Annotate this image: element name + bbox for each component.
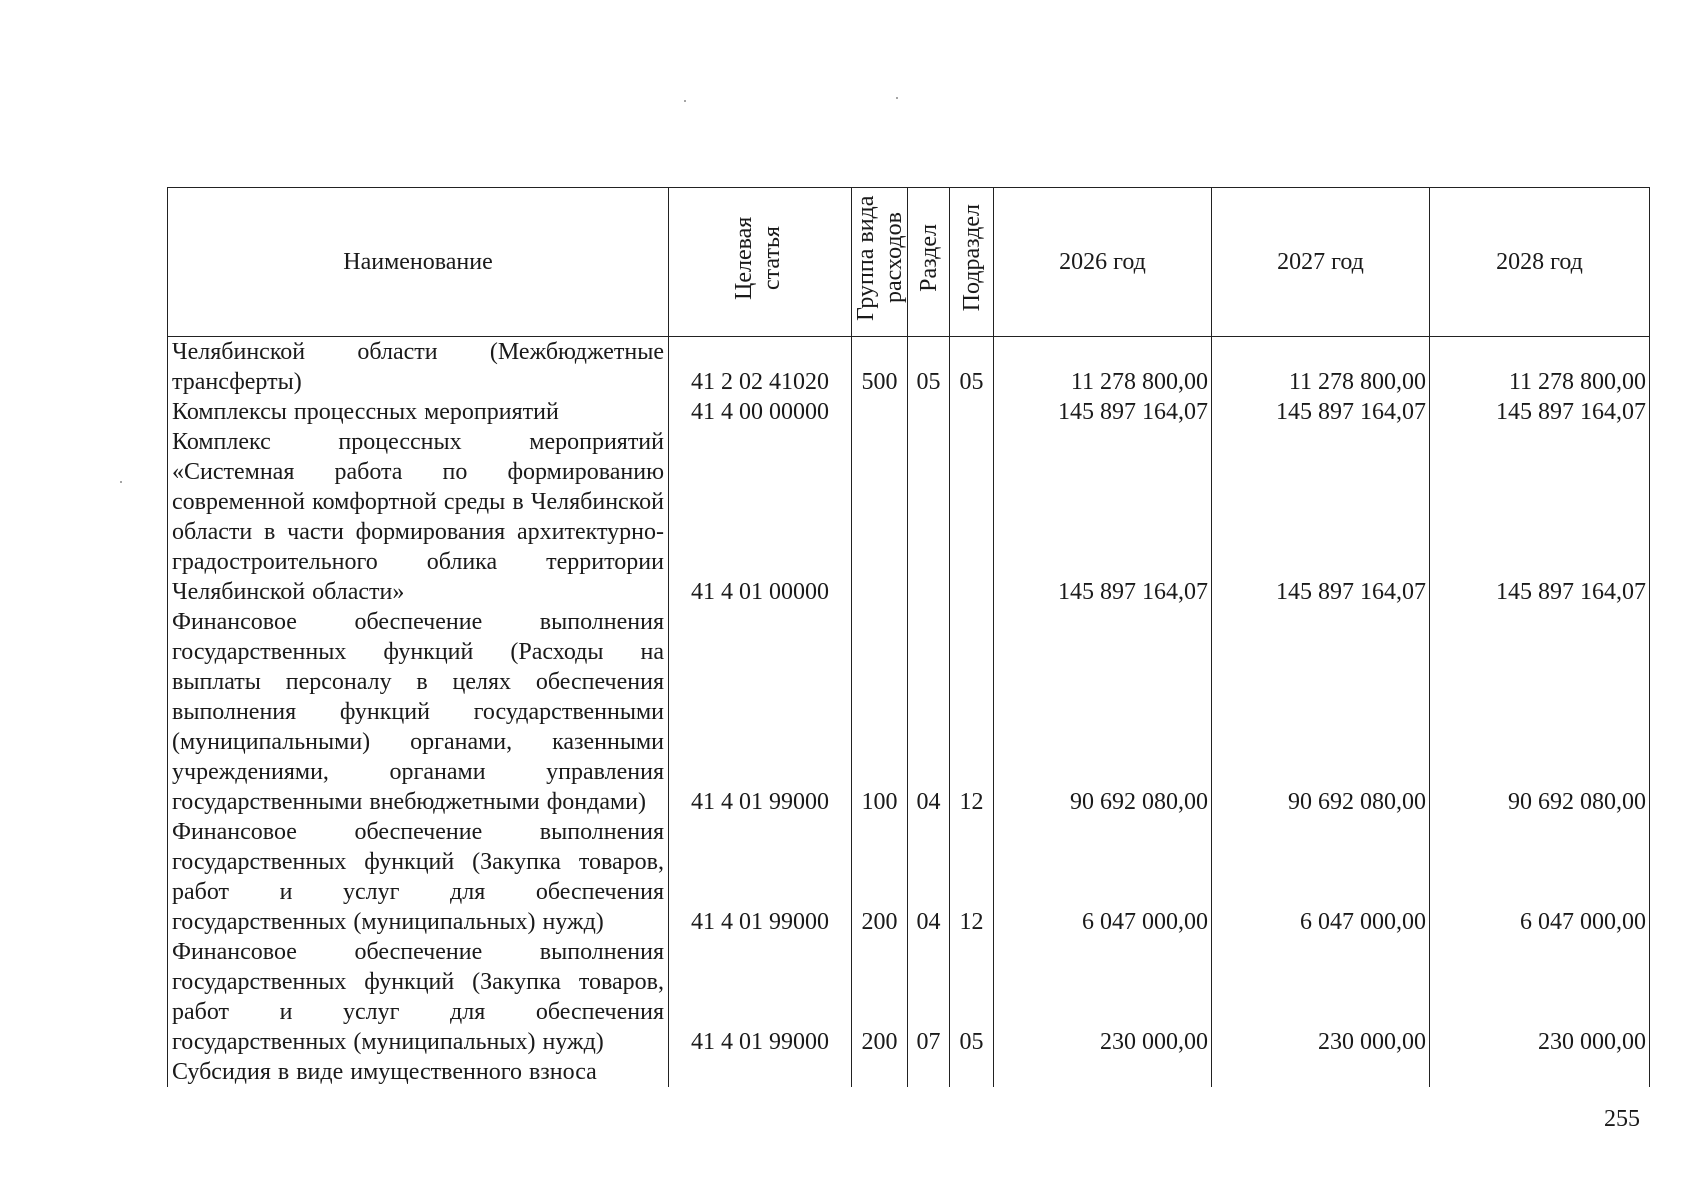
row-target-article	[669, 1057, 852, 1087]
scan-speck	[896, 97, 898, 99]
table-row	[168, 1057, 1650, 1087]
row-amount-2027: 145 897 164,07	[1212, 427, 1430, 607]
table-row	[168, 937, 1650, 1057]
row-name: Комплексы процессных мероприятий	[168, 397, 669, 427]
row-target-article: 41 4 01 99000	[669, 817, 852, 937]
row-target-article: 41 4 01 99000	[669, 607, 852, 817]
table-row	[168, 427, 1650, 607]
row-expense-group: 500	[852, 337, 908, 398]
row-subsection: 12	[950, 817, 994, 937]
row-amount-2028	[1430, 1057, 1650, 1087]
table-row	[168, 337, 1650, 398]
row-amount-2028: 6 047 000,00	[1430, 817, 1650, 937]
row-amount-2027	[1212, 1057, 1430, 1087]
header-subsection: Подраздел	[950, 188, 994, 337]
row-expense-group	[852, 1057, 908, 1087]
header-expense-group: Группа вида расходов	[852, 188, 908, 337]
row-name: Челябинской области (Межбюджетные трансферты)	[168, 337, 669, 398]
row-amount-2027: 6 047 000,00	[1212, 817, 1430, 937]
scan-speck	[120, 481, 122, 483]
table-header-row	[168, 188, 1650, 337]
row-amount-2026: 6 047 000,00	[994, 817, 1212, 937]
row-amount-2028: 145 897 164,07	[1430, 427, 1650, 607]
row-subsection	[950, 1057, 994, 1087]
row-expense-group: 100	[852, 607, 908, 817]
row-amount-2027: 90 692 080,00	[1212, 607, 1430, 817]
row-section: 04	[908, 817, 950, 937]
header-target-article: Целевая статья	[669, 188, 852, 337]
row-subsection: 12	[950, 607, 994, 817]
row-subsection	[950, 397, 994, 427]
row-amount-2026: 90 692 080,00	[994, 607, 1212, 817]
row-section	[908, 397, 950, 427]
row-section: 05	[908, 337, 950, 398]
row-target-article: 41 4 01 00000	[669, 427, 852, 607]
row-expense-group	[852, 397, 908, 427]
header-name: Наименование	[168, 188, 669, 337]
row-amount-2027: 145 897 164,07	[1212, 397, 1430, 427]
row-amount-2028: 230 000,00	[1430, 937, 1650, 1057]
row-target-article: 41 4 01 99000	[669, 937, 852, 1057]
row-section	[908, 427, 950, 607]
row-subsection	[950, 427, 994, 607]
row-section	[908, 1057, 950, 1087]
row-name: Финансовое обеспечение выполнения государственных функций (Закупка товаров, работ и услуг для обеспечения государственных (муниципальных) нужд)	[168, 817, 669, 937]
row-target-article: 41 4 00 00000	[669, 397, 852, 427]
table-row	[168, 607, 1650, 817]
row-section: 04	[908, 607, 950, 817]
row-amount-2028: 11 278 800,00	[1430, 337, 1650, 398]
row-amount-2026: 230 000,00	[994, 937, 1212, 1057]
budget-table	[167, 187, 1650, 1087]
row-section: 07	[908, 937, 950, 1057]
row-expense-group	[852, 427, 908, 607]
row-name: Финансовое обеспечение выполнения государственных функций (Расходы на выплаты персоналу в целях обеспечения выполнения функций государственными (муниципальными) органами, казенными учреждениями, органами управления государственными внебюджетными фондами)	[168, 607, 669, 817]
row-expense-group: 200	[852, 817, 908, 937]
page-number: 255	[1604, 1106, 1640, 1132]
header-year-2026: 2026 год	[994, 188, 1212, 337]
row-name: Субсидия в виде имущественного взноса	[168, 1057, 669, 1087]
scan-speck	[684, 100, 686, 102]
table-row	[168, 397, 1650, 427]
table-row	[168, 817, 1650, 937]
header-year-2027: 2027 год	[1212, 188, 1430, 337]
header-section: Раздел	[908, 188, 950, 337]
row-amount-2027: 11 278 800,00	[1212, 337, 1430, 398]
row-amount-2026	[994, 1057, 1212, 1087]
row-amount-2028: 90 692 080,00	[1430, 607, 1650, 817]
row-amount-2027: 230 000,00	[1212, 937, 1430, 1057]
row-expense-group: 200	[852, 937, 908, 1057]
row-subsection: 05	[950, 337, 994, 398]
header-year-2028: 2028 год	[1430, 188, 1650, 337]
row-amount-2026: 145 897 164,07	[994, 397, 1212, 427]
row-amount-2028: 145 897 164,07	[1430, 397, 1650, 427]
row-name: Финансовое обеспечение выполнения государственных функций (Закупка товаров, работ и услуг для обеспечения государственных (муниципальных) нужд)	[168, 937, 669, 1057]
row-name: Комплекс процессных мероприятий «Системная работа по формированию современной комфортной среды в Челябинской области в части формирования архитектурно-градостроительного облика территории Челябинской области»	[168, 427, 669, 607]
row-amount-2026: 145 897 164,07	[994, 427, 1212, 607]
row-subsection: 05	[950, 937, 994, 1057]
row-target-article: 41 2 02 41020	[669, 337, 852, 398]
row-amount-2026: 11 278 800,00	[994, 337, 1212, 398]
